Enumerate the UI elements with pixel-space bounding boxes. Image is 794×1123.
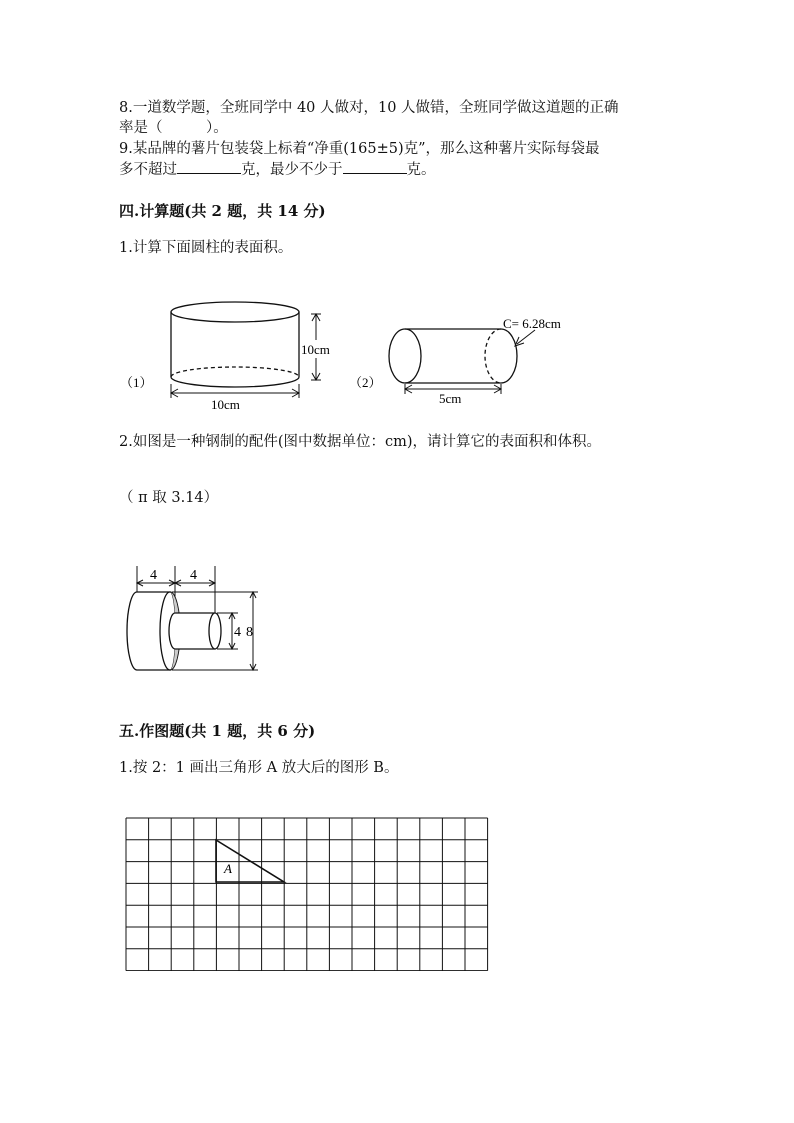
fig1-label: （1）: [120, 375, 153, 390]
fig2-length-label: 5cm: [439, 391, 462, 406]
part-dim-b: 4: [190, 568, 197, 583]
fig2-circ-arrow: [515, 330, 535, 346]
section4-q1: 1.计算下面圆柱的表面积。: [119, 240, 293, 256]
q9-line1: 9.某品牌的薯片包装袋上标着“净重(165±5)克”，那么这种薯片实际每袋最: [119, 141, 600, 157]
section4-q2: 2.如图是一种钢制的配件(图中数据单位：cm)，请计算它的表面积和体积。: [119, 434, 602, 450]
q9-line2: [119, 159, 436, 180]
section5-q1: 1.按 2：1 画出三角形 A 放大后的图形 B。: [119, 760, 399, 776]
part-inner-label: 4: [234, 625, 241, 640]
q9-text-c: 克。: [406, 162, 436, 178]
q9-text-a: 多不超过: [119, 162, 177, 178]
fig2-circ-label: C= 6.28cm: [503, 316, 561, 331]
section5-title: 五.作图题(共 1 题，共 6 分): [119, 722, 316, 740]
section4-title: 四.计算题(共 2 题，共 14 分): [119, 202, 326, 220]
q9-text-b: 克，最少不少于: [241, 162, 343, 178]
steel-part-figure: [120, 562, 270, 674]
section4-q2-note: （ π 取 3.14）: [119, 490, 219, 506]
q9-blank-max[interactable]: [177, 159, 241, 174]
part-outer-label: 8: [246, 625, 253, 640]
fig1-height-label: 10cm: [301, 342, 330, 357]
q8-line1: 8.一道数学题，全班同学中 40 人做对，10 人做错，全班同学做这道题的正确: [119, 100, 619, 116]
triangle-a-label: A: [224, 861, 232, 876]
fig2-label: （2）: [349, 375, 382, 390]
q8-line2: 率是（ ）。: [119, 120, 228, 136]
cylinder-2: [389, 329, 517, 383]
fig1-width-dim: [171, 384, 299, 398]
cylinder-1: [171, 302, 299, 387]
part-small-cylinder: [169, 613, 221, 649]
q9-blank-min[interactable]: [343, 159, 407, 174]
part-dim-a: 4: [150, 568, 157, 583]
drawing-grid[interactable]: [125, 817, 490, 971]
cylinders-figure: [115, 292, 585, 417]
fig1-width-label: 10cm: [211, 397, 240, 412]
